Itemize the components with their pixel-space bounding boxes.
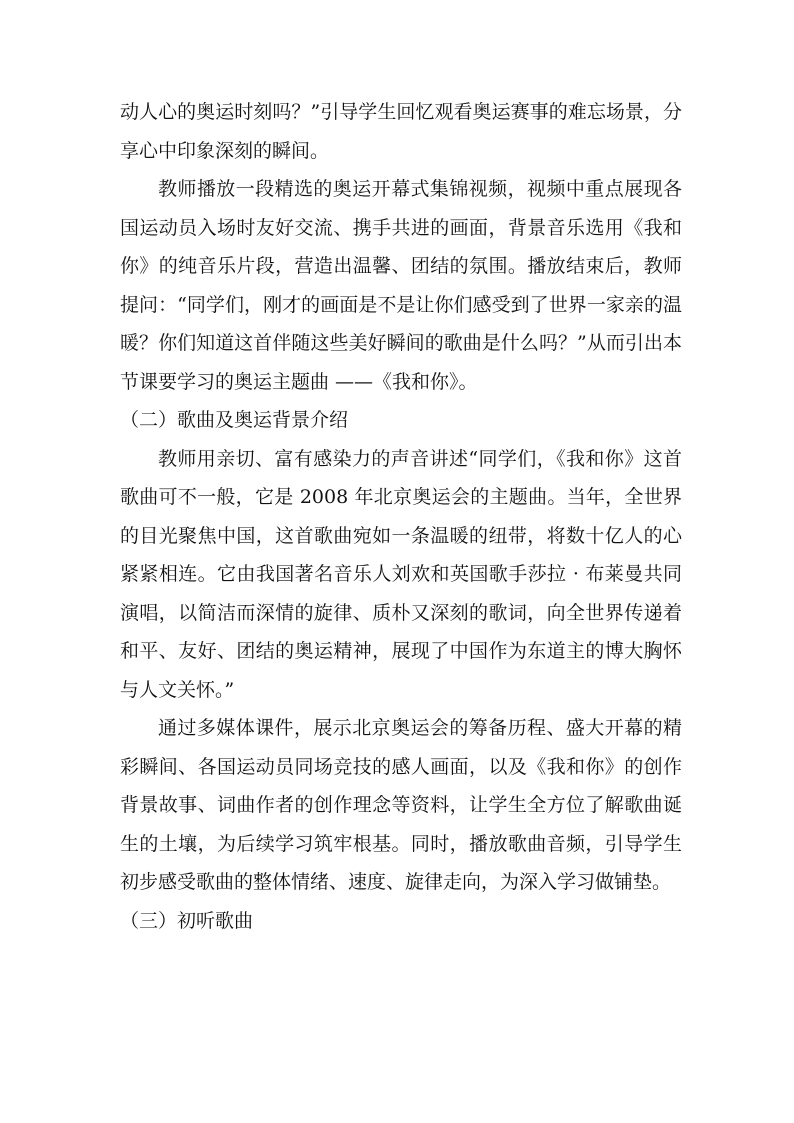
- section-heading-first-listen: （三）初听歌曲: [120, 909, 254, 932]
- paragraph-multimedia: 通过多媒体课件，展示北京奥运会的筹备历程、盛大开幕的精彩瞬间、各国运动员同场竞技的感人画面，以及《我和你》的创作背景故事、词曲作者的创作理念等资料，让学生全方位了解歌曲诞生的土壤，为后续学习筑牢根基。同时，播放歌曲音频，引导学生初步感受歌曲的整体情绪、速度、旋律走向，为深入学习做铺垫。: [120, 717, 682, 893]
- section-heading-song-background: （二）歌曲及奥运背景介绍: [120, 409, 349, 431]
- document-body: [120, 93, 682, 940]
- paragraph-opening-video: 教师播放一段精选的奥运开幕式集锦视频，视频中重点展现各国运动员入场时友好交流、携手共进的画面，背景音乐选用《我和你》的纯音乐片段，营造出温馨、团结的氛围。播放结束后，教师提问：“同学们，刚才的画面是不是让你们感受到了世界一家亲的温暖？你们知道这首伴随这些美好瞬间的歌曲是什么吗？”从而引出本节课要学习的奥运主题曲 ——《我和你》。: [120, 178, 682, 393]
- paragraph-teacher-narration: 教师用亲切、富有感染力的声音讲述“同学们，《我和你》这首歌曲可不一般，它是 2008 年北京奥运会的主题曲。当年，全世界的目光聚焦中国，这首歌曲宛如一条温暖的纽带，将数十亿人的心紧紧相连。它由我国著名音乐人刘欢和英国歌手莎拉 · 布莱曼共同演唱，以简洁而深情的旋律、质朴又深刻的歌词，向全世界传递着和平、友好、团结的奥运精神，展现了中国作为东道主的博大胸怀与人文关怀。”: [120, 447, 682, 701]
- paragraph-continuation: 动人心的奥运时刻吗？”引导学生回忆观看奥运赛事的难忘场景，分享心中印象深刻的瞬间。: [120, 101, 682, 162]
